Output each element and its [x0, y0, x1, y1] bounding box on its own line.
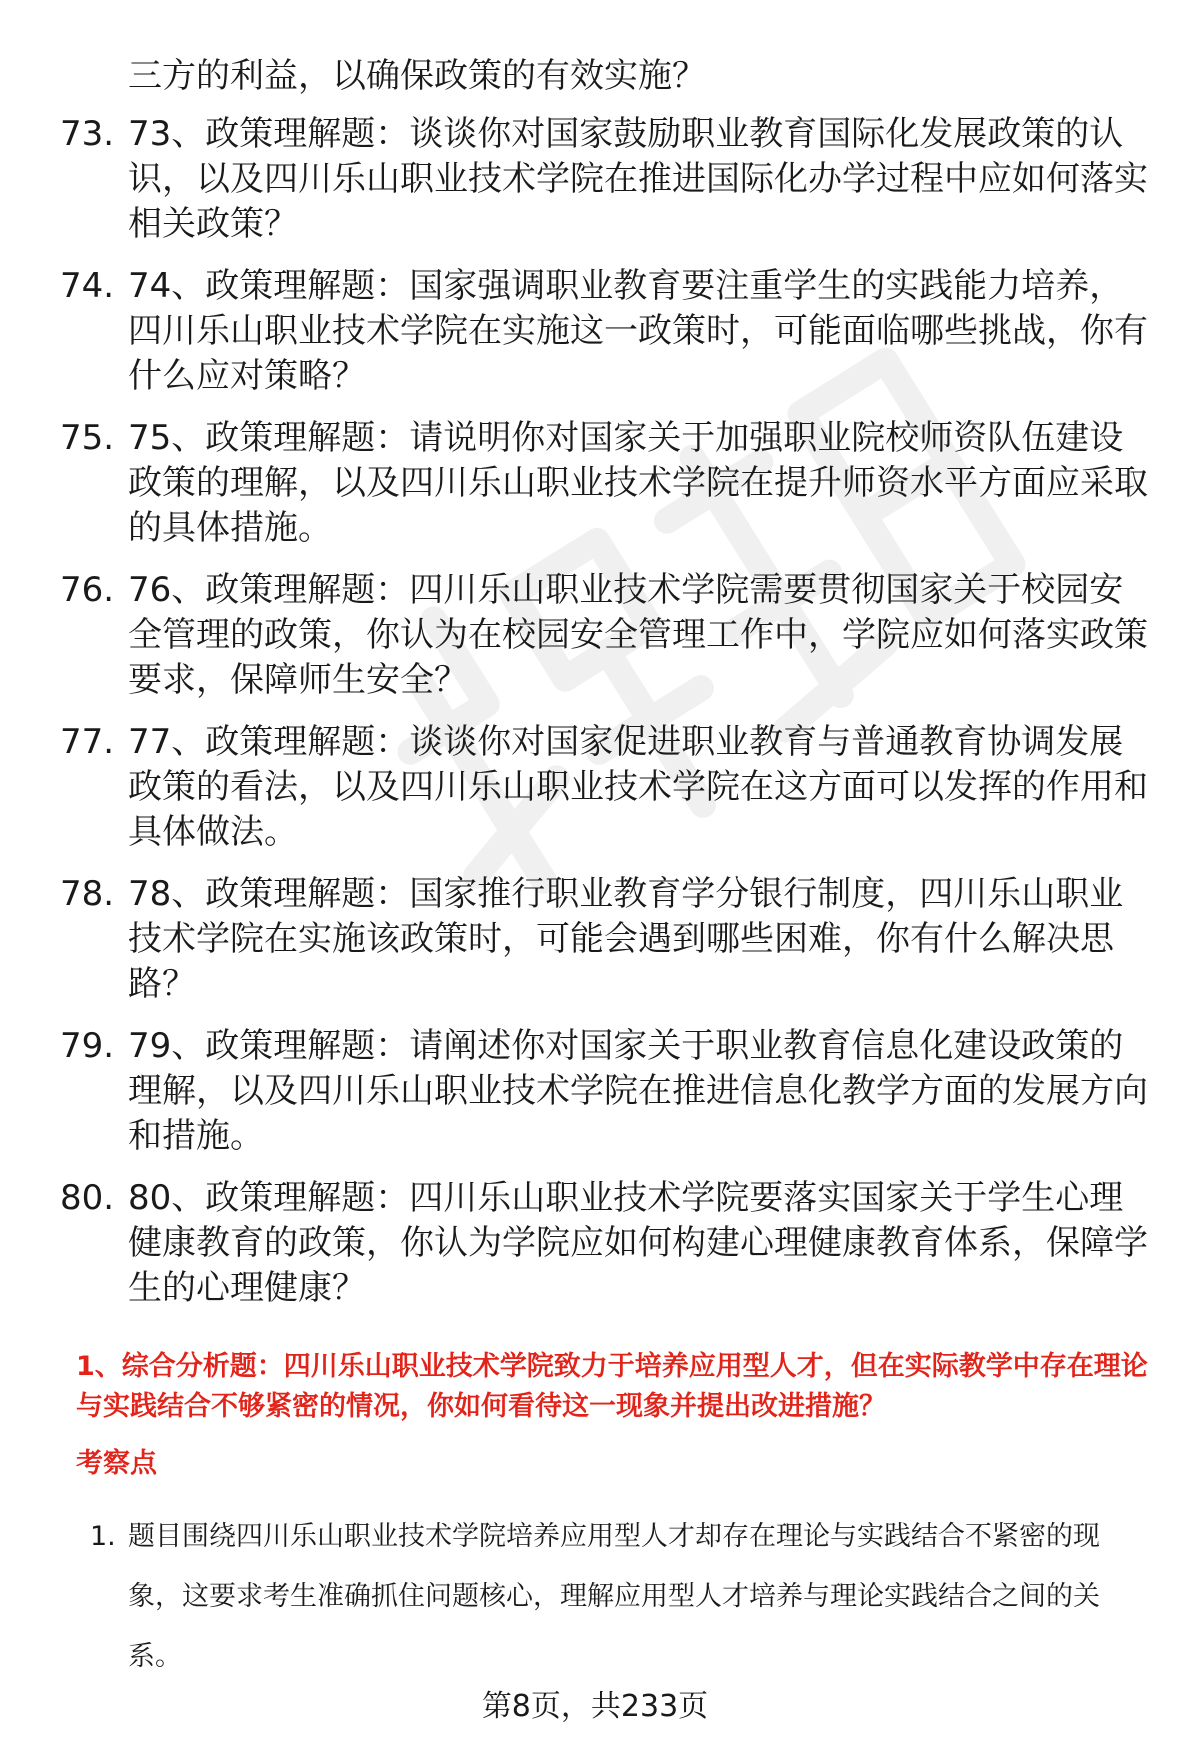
point-number: 1. — [90, 1521, 116, 1552]
analysis-point — [90, 1507, 1150, 1687]
question-number: 77. — [60, 722, 115, 762]
section-heading: 考察点 — [76, 1448, 157, 1479]
question-text: 80、政策理解题：四川乐山职业技术学院要落实国家关于学生心理健康教育的政策，你认为学院应如何构建心理健康教育体系，保障学生的心理健康？ — [128, 1178, 1148, 1308]
question-text: 78、政策理解题：国家推行职业教育学分银行制度，四川乐山职业技术学院在实施该政策时，可能会遇到哪些困难，你有什么解决思路？ — [128, 874, 1124, 1004]
point-text: 题目围绕四川乐山职业技术学院培养应用型人才却存在理论与实践结合不紧密的现象，这要求考生准确抓住问题核心，理解应用型人才培养与理论实践结合之间的关系。 — [128, 1521, 1100, 1672]
question-number: 78. — [60, 874, 115, 914]
question-text: 74、政策理解题：国家强调职业教育要注重学生的实践能力培养，四川乐山职业技术学院在实施这一政策时，可能面临哪些挑战，你有什么应对策略？ — [128, 266, 1148, 396]
question-text: 75、政策理解题：请说明你对国家关于加强职业院校师资队伍建设政策的理解，以及四川乐山职业技术学院在提升师资水平方面应采取的具体措施。 — [128, 418, 1148, 548]
analysis-question-title: 1、综合分析题：四川乐山职业技术学院致力于培养应用型人才，但在实际教学中存在理论与实践结合不够紧密的情况，你如何看待这一现象并提出改进措施？ — [76, 1351, 1148, 1422]
question-text: 79、政策理解题：请阐述你对国家关于职业教育信息化建设政策的理解，以及四川乐山职业技术学院在推进信息化教学方面的发展方向和措施。 — [128, 1026, 1148, 1156]
page-footer: 第8页，共233页 — [481, 1689, 709, 1724]
question-number: 80. — [60, 1178, 115, 1218]
question-item — [0, 416, 1150, 551]
question-text: 76、政策理解题：四川乐山职业技术学院需要贯彻国家关于校园安全管理的政策，你认为在校园安全管理工作中，学院应如何落实政策要求，保障师生安全？ — [128, 570, 1148, 700]
question-item — [0, 720, 1150, 855]
question-list — [0, 112, 1150, 1328]
question-item — [0, 264, 1150, 399]
question-number: 74. — [60, 266, 115, 306]
continuation-text: 三方的利益，以确保政策的有效实施？ — [128, 56, 706, 96]
question-number: 75. — [60, 418, 115, 458]
question-item — [0, 112, 1150, 247]
question-item — [0, 872, 1150, 1007]
question-item — [0, 568, 1150, 703]
question-number: 79. — [60, 1026, 115, 1066]
question-item — [0, 1176, 1150, 1311]
question-number: 76. — [60, 570, 115, 610]
question-item — [0, 1024, 1150, 1159]
question-number: 73. — [60, 114, 115, 154]
question-text: 77、政策理解题：谈谈你对国家促进职业教育与普通教育协调发展政策的看法，以及四川乐山职业技术学院在这方面可以发挥的作用和具体做法。 — [128, 722, 1148, 852]
question-text: 73、政策理解题：谈谈你对国家鼓励职业教育国际化发展政策的认识，以及四川乐山职业技术学院在推进国际化办学过程中应如何落实相关政策？ — [128, 114, 1148, 244]
